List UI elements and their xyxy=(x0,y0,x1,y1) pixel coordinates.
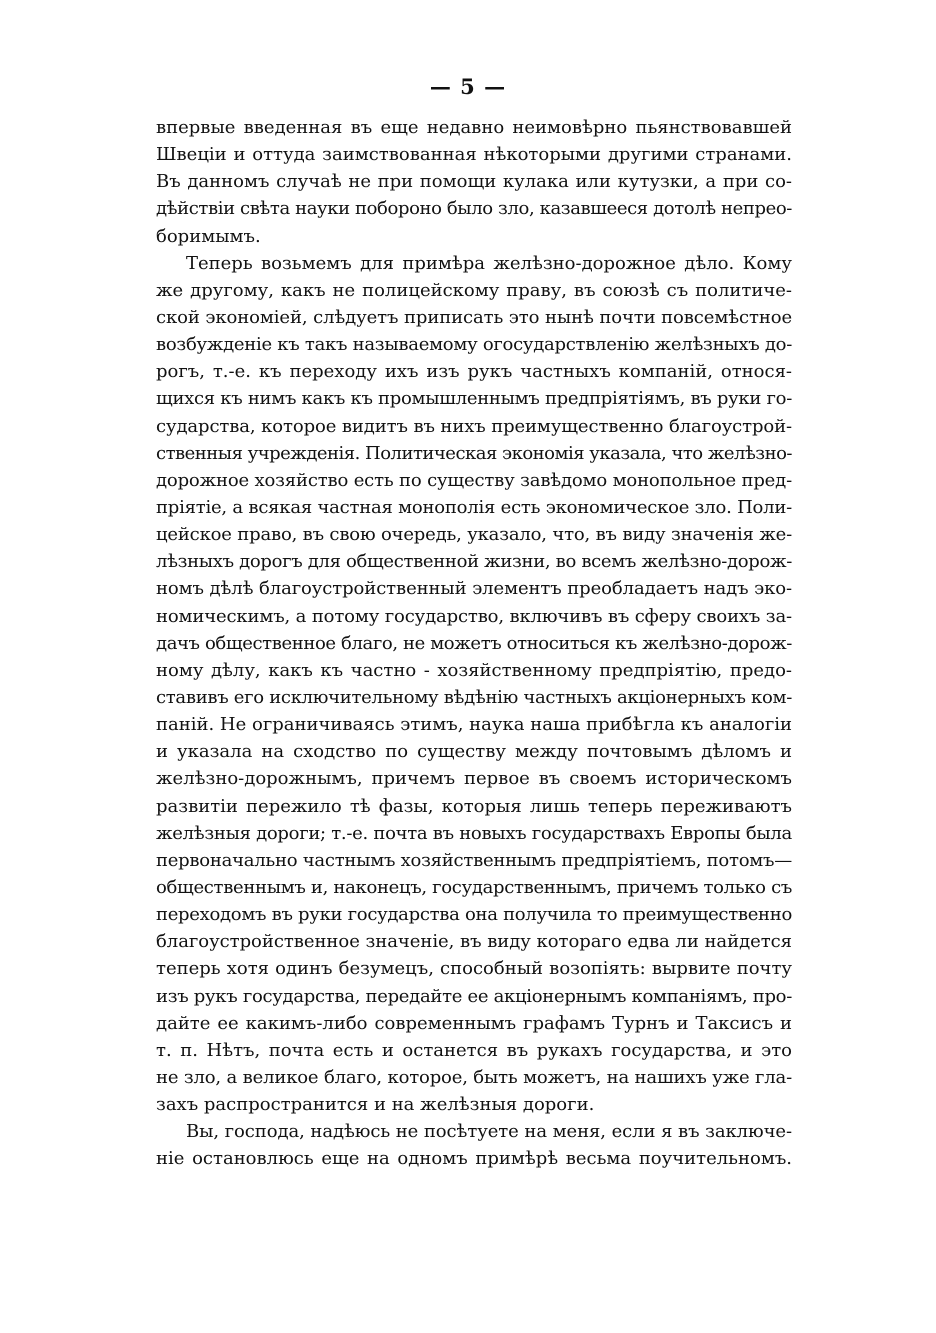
text-line: номъ дѣлѣ благоустройственный элементъ преобладаетъ надъ эко- xyxy=(156,578,792,600)
text-line: ставивъ его исключительному вѣдѣнію частныхъ акціонерныхъ ком- xyxy=(156,686,792,708)
text-line: первоначально частнымъ хозяйственнымъ предпріятіемъ, потомъ— xyxy=(156,849,792,871)
text-line: теперь хотя одинъ безумецъ, способный возопіять: вырвите почту xyxy=(156,958,792,980)
text-line: лѣзныхъ дорогъ для общественной жизни, во всемъ желѣзно-дорож- xyxy=(156,551,792,573)
text-line: желѣзно-дорожнымъ, причемъ первое въ своемъ историческомъ xyxy=(156,768,792,790)
text-line: дайте ее какимъ-либо современнымъ графамъ Турнъ и Таксисъ и xyxy=(156,1012,792,1034)
text-line: паній. Не ограничиваясь этимъ, наука наша прибѣгла къ аналогіи xyxy=(156,714,792,736)
text-line: т. п. Нѣтъ, почта есть и останется въ рукахъ государства, и это xyxy=(156,1039,792,1061)
text-line: боримымъ. xyxy=(156,225,261,247)
text-line: и указала на сходство по существу между почтовымъ дѣломъ и xyxy=(156,741,792,763)
paragraph-1 xyxy=(156,114,792,250)
text-line: ному дѣлу, какъ къ частно - хозяйственному предпріятію, предо- xyxy=(156,659,792,681)
text-line: номическимъ, а потому государство, включивъ въ сферу своихъ за- xyxy=(156,605,792,627)
text-line: развитіи пережило тѣ фазы, которыя лишь теперь переживаютъ xyxy=(156,795,792,817)
text-line: рогъ, т.-е. къ переходу ихъ изъ рукъ частныхъ компаній, относя- xyxy=(156,361,792,383)
text-line: сударства, которое видитъ въ нихъ преимущественно благоустрой- xyxy=(156,415,792,437)
paragraph-3 xyxy=(156,1118,792,1172)
text-line: Теперь возьмемъ для примѣра желѣзно-дорожное дѣло. Кому xyxy=(186,252,792,274)
text-line: ніе остановлюсь еще на одномъ примѣрѣ весьма поучительномъ. xyxy=(156,1148,792,1170)
text-line: Швеціи и оттуда заимствованная нѣкоторыми другими странами. xyxy=(156,144,792,166)
text-line: желѣзныя дороги; т.-е. почта въ новыхъ государствахъ Европы была xyxy=(156,822,792,844)
text-line: Въ данномъ случаѣ не при помощи кулака или кутузки, а при со- xyxy=(156,171,792,193)
text-line: дѣйствіи свѣта науки побороно было зло, казавшееся дотолѣ непрео- xyxy=(156,198,792,220)
text-line: общественнымъ и, наконецъ, государственнымъ, причемъ только съ xyxy=(156,876,792,898)
body-text xyxy=(156,114,792,1172)
text-line: не зло, а великое благо, которое, быть можетъ, на нашихъ уже гла- xyxy=(156,1066,792,1088)
text-line: изъ рукъ государства, передайте ее акціонернымъ компаніямъ, про- xyxy=(156,985,792,1007)
text-line: пріятіе, а всякая частная монополія есть экономическое зло. Поли- xyxy=(156,496,792,518)
text-line: щихся къ нимъ какъ къ промышленнымъ предпріятіямъ, въ руки го- xyxy=(156,388,792,410)
text-line: захъ распространится и на желѣзныя дороги. xyxy=(156,1094,595,1116)
text-line: дачъ общественное благо, не можетъ относиться къ желѣзно-дорож- xyxy=(156,632,792,654)
text-line: ственныя учрежденія. Политическая экономія указала, что желѣзно- xyxy=(156,442,792,464)
text-line: же другому, какъ не полицейскому праву, въ союзѣ съ политиче- xyxy=(156,279,792,301)
paragraph-2 xyxy=(156,250,792,1119)
text-line: переходомъ въ руки государства она получила то преимущественно xyxy=(156,904,792,926)
text-line: Вы, господа, надѣюсь не посѣтуете на меня, если я въ заключе- xyxy=(186,1121,792,1143)
page-number: — 5 — xyxy=(429,74,507,99)
text-line: впервые введенная въ еще недавно неимовѣрно пьянствовавшей xyxy=(156,117,792,138)
text-line: благоустройственное значеніе, въ виду котораго едва ли найдется xyxy=(156,931,792,953)
text-line: цейское право, въ свою очередь, указало, что, въ виду значенія же- xyxy=(156,524,792,546)
text-line: возбужденіе къ такъ называемому огосударствленію желѣзныхъ до- xyxy=(156,334,793,356)
text-line: дорожное хозяйство есть по существу завѣдомо монопольное пред- xyxy=(156,469,792,491)
text-line: ской экономіей, слѣдуетъ приписать это нынѣ почти повсемѣстное xyxy=(156,306,792,328)
